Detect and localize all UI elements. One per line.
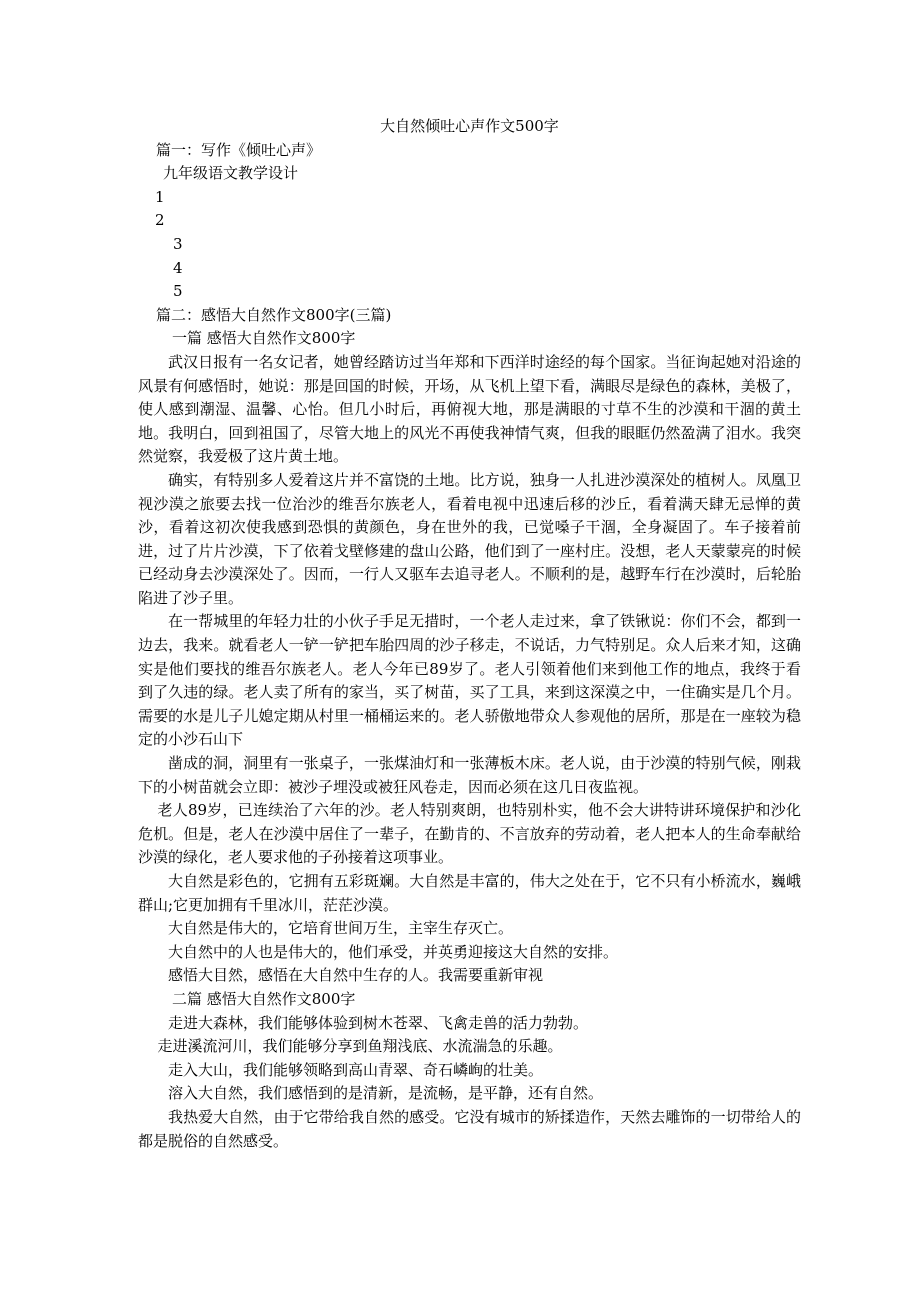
body-paragraph: 武汉日报有一名女记者，她曾经踏访过当年郑和下西洋时途经的每个国家。当征询起她对沿途的风景有何感悟时，她说：那是回国的时候，开场，从飞机上望下看，满眼尽是绿色的森林，美极了，使人感到潮湿、温馨、心怡。但几小时后，再俯视大地，那是满眼的寸草不生的沙漠和干涸的黄土地。我明白，回到祖国了，尽管大地上的风光不再使我神情气爽，但我的眼眶仍然盈满了泪水。我突然觉察，我爱极了这片黄土地。: [138, 352, 801, 466]
outline-number-1: 1: [155, 187, 165, 206]
body-paragraph: 凿成的洞，洞里有一张桌子，一张煤油灯和一张薄板木床。老人说，由于沙漠的特别气候，刚栽下的小树苗就会立即：被沙子埋没或被狂风卷走，因而必须在这几日夜监视。: [138, 754, 801, 796]
body-paragraph: 走进大森林，我们能够体验到树木苍翠、飞禽走兽的活力勃勃。: [168, 1013, 589, 1032]
body-paragraph: 老人89岁，已连续治了六年的沙。老人特别爽朗，也特别朴实，他不会大讲特讲环境保护和沙化危机。但是，老人在沙漠中居住了一辈子，在勤肯的、不言放弃的劳动着，老人把本人的生命奉献给沙漠的绿化，老人要求他的子孙接着这项事业。: [138, 801, 801, 867]
grade-heading: 九年级语文教学设计: [163, 164, 299, 183]
document-page: [138, 115, 801, 1153]
essay-heading-2: 二篇 感悟大自然作文800字: [172, 989, 356, 1008]
body-paragraph: 溶入大自然，我们感悟到的是清新，是流畅，是平静，还有自然。: [168, 1084, 604, 1103]
body-paragraph: 确实，有特别多人爱着这片并不富饶的土地。比方说，独身一人扎进沙漠深处的植树人。凤凰卫视沙漠之旅要去找一位治沙的维吾尔族老人，看着电视中迅速后移的沙丘，看着满天肆无忌惮的黄沙，看着这初次使我感到恐惧的黄颜色，身在世外的我，已觉嗓子干涸，全身凝固了。车子接着前进，过了片片沙漠，下了依着戈壁修建的盘山公路，他们到了一座村庄。没想，老人天蒙蒙亮的时候已经动身去沙漠深处了。因而，一行人又驱车去追寻老人。不顺利的是，越野车行在沙漠时，后轮胎陷进了沙子里。: [138, 470, 801, 607]
body-paragraph: 我热爱大自然，由于它带给我自然的感受。它没有城市的矫揉造作，天然去雕饰的一切带给人的都是脱俗的自然感受。: [138, 1107, 801, 1150]
outline-number-5: 5: [173, 282, 183, 301]
document-title: 大自然倾吐心声作文500字: [380, 117, 559, 135]
section-heading-1: 篇一：写作《倾吐心声》: [156, 140, 322, 159]
essay-heading-1: 一篇 感悟大自然作文800字: [172, 329, 356, 348]
outline-number-3: 3: [173, 234, 183, 253]
body-paragraph: 感悟大目然，感悟在大自然中生存的人。我需要重新审视: [168, 966, 544, 985]
body-paragraph: 大自然是彩色的，它拥有五彩斑斓。大自然是丰富的，伟大之处在于，它不只有小桥流水，巍峨群山;它更加拥有千里冰川，茫茫沙漠。: [138, 872, 801, 914]
body-paragraph: 走入大山，我们能够领略到高山青翠、奇石嶙峋的壮美。: [168, 1060, 544, 1079]
body-paragraph: 大自然是伟大的，它培育世间万生，主宰生存灭亡。: [168, 919, 514, 938]
body-paragraph: 走进溪流河川，我们能够分享到鱼翔浅底、水流湍急的乐趣。: [157, 1037, 563, 1056]
body-paragraph: 在一帮城里的年轻力壮的小伙子手足无措时，一个老人走过来，拿了铁锹说：你们不会，都到一边去，我来。就看老人一铲一铲把车胎四周的沙子移走，不说话，力气特别足。众人后来才知，这确实是他们要找的维吾尔族老人。老人今年已89岁了。老人引领着他们来到他工作的地点，我终于看到了久违的绿。老人卖了所有的家当，买了树苗，买了工具，来到这深漠之中，一住确实是几个月。需要的水是儿子儿媳定期从村里一桶桶运来的。老人骄傲地带众人参观他的居所，那是在一座较为稳定的小沙石山下: [138, 612, 801, 749]
outline-number-2: 2: [155, 211, 165, 230]
section-heading-2: 篇二：感悟大自然作文800字(三篇): [156, 305, 392, 324]
body-paragraph: 大自然中的人也是伟大的，他们承受，并英勇迎接这大自然的安排。: [168, 942, 619, 961]
outline-number-4: 4: [173, 258, 183, 277]
